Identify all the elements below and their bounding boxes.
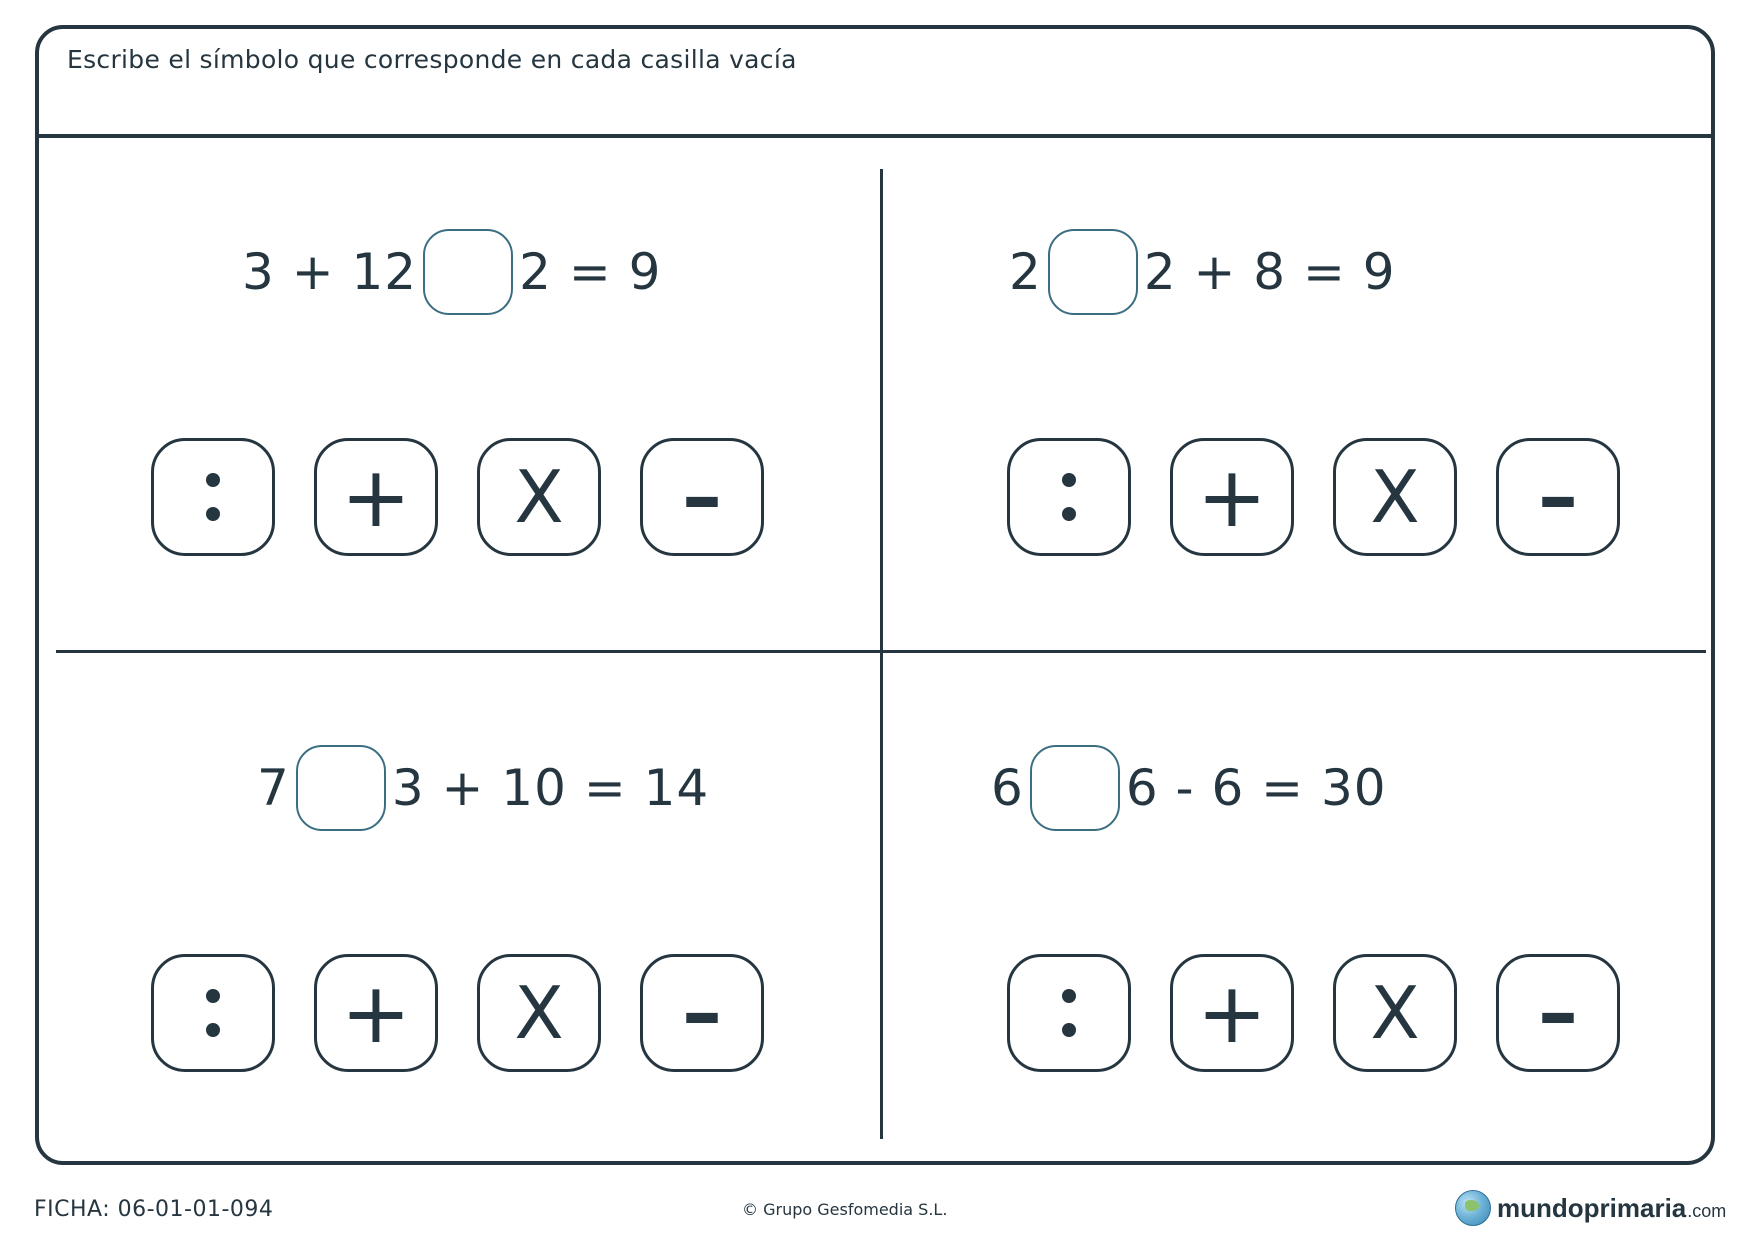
copyright-notice: © Grupo Gesfomedia S.L. [742,1200,948,1219]
exercise-3-right-side: 3 + 10 = 14 [391,759,710,817]
exercise-2-answer-box[interactable] [1048,229,1138,315]
times-icon: X [514,971,564,1055]
divide-icon [1062,989,1076,1037]
exercise-2-equation [1009,229,1396,315]
horizontal-divider [56,650,1706,653]
plus-icon: + [1196,964,1268,1062]
exercise-1-answer-box[interactable] [423,229,513,315]
divide-icon [1062,473,1076,521]
exercise-1-divide-option[interactable] [151,438,275,556]
exercise-1-minus-option[interactable] [640,438,764,556]
ficha-code: FICHA: 06-01-01-094 [34,1197,274,1222]
exercise-1-options [151,438,764,556]
exercise-2-options [1007,438,1620,556]
exercise-1-left-operand: 3 + 12 [242,243,418,301]
times-icon: X [1370,971,1420,1055]
exercise-4-divide-option[interactable] [1007,954,1131,1072]
exercise-2-left-operand: 2 [1009,243,1042,301]
exercise-1-equation [242,229,661,315]
exercise-4-left-operand: 6 [991,759,1024,817]
exercise-4-right-side: 6 - 6 = 30 [1125,759,1387,817]
divide-icon [206,989,220,1037]
divide-icon [206,473,220,521]
exercise-4-options [1007,954,1620,1072]
exercise-2-times-option[interactable] [1333,438,1457,556]
times-icon: X [514,455,564,539]
exercise-4-equation [991,745,1387,831]
times-icon: X [1370,455,1420,539]
exercise-3-divide-option[interactable] [151,954,275,1072]
logo-main-text: mundoprimaria [1497,1192,1687,1223]
globe-icon [1455,1190,1491,1226]
exercise-3-minus-option[interactable] [640,954,764,1072]
exercise-2-divide-option[interactable] [1007,438,1131,556]
header-divider [39,134,1711,138]
exercise-1-times-option[interactable] [477,438,601,556]
minus-icon: – [1538,966,1578,1059]
exercise-3-answer-box[interactable] [296,745,386,831]
minus-icon: – [1538,450,1578,543]
exercise-1-plus-option[interactable] [314,438,438,556]
minus-icon: – [682,966,722,1059]
plus-icon: + [340,448,412,546]
exercise-4-times-option[interactable] [1333,954,1457,1072]
plus-icon: + [340,964,412,1062]
exercise-2-plus-option[interactable] [1170,438,1294,556]
exercise-2-right-side: 2 + 8 = 9 [1143,243,1396,301]
worksheet-frame [35,25,1715,1165]
exercise-1-right-side: 2 = 9 [519,243,662,301]
vertical-divider [880,169,883,1139]
exercise-3-equation [257,745,709,831]
exercise-2-minus-option[interactable] [1496,438,1620,556]
minus-icon: – [682,450,722,543]
exercise-3-options [151,954,764,1072]
plus-icon: + [1196,448,1268,546]
exercise-3-left-operand: 7 [257,759,290,817]
exercise-3-times-option[interactable] [477,954,601,1072]
exercise-4-plus-option[interactable] [1170,954,1294,1072]
instruction-text: Escribe el símbolo que corresponde en cada casilla vacía [67,45,797,74]
logo-suffix-text: .com [1687,1200,1727,1221]
exercise-4-answer-box[interactable] [1030,745,1120,831]
exercise-3-plus-option[interactable] [314,954,438,1072]
mundoprimaria-logo[interactable] [1455,1190,1726,1226]
exercise-4-minus-option[interactable] [1496,954,1620,1072]
